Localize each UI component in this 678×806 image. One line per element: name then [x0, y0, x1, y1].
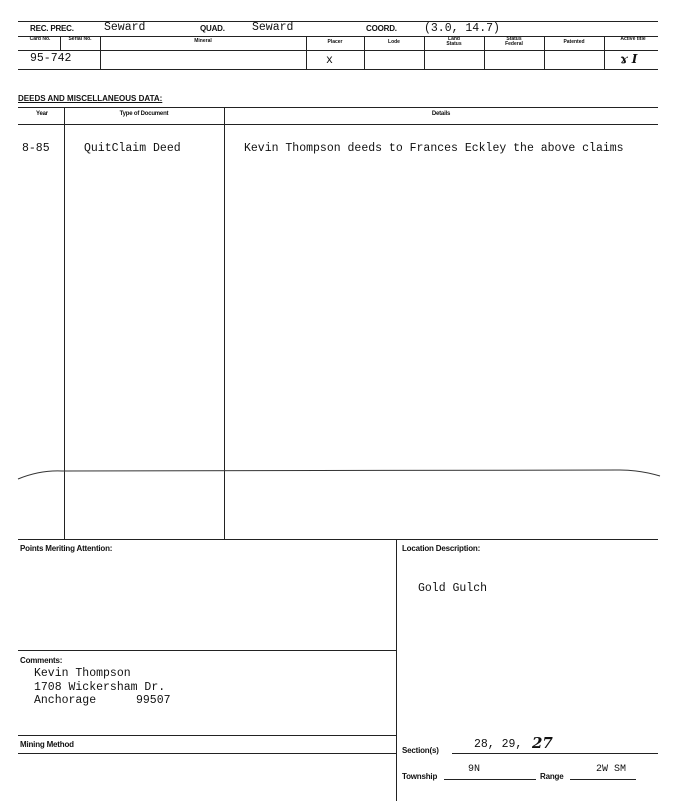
col-details: Details — [431, 111, 451, 117]
mining-method-label: Mining Method — [20, 740, 74, 749]
col-land-status: Land Status — [446, 36, 462, 47]
range-label: Range — [540, 772, 564, 781]
points-meriting-label: Points Meriting Attention: — [20, 544, 113, 553]
col-patented: Patented — [563, 39, 585, 45]
placer-mark: x — [326, 54, 333, 67]
col-serial-no: Serial No. — [68, 36, 92, 42]
deed-year: 8-85 — [22, 142, 50, 155]
location-value: Gold Gulch — [418, 582, 488, 595]
coord-label: COORD. — [366, 24, 397, 33]
township-label: Township — [402, 772, 438, 781]
active-title-mark: ɤ I — [620, 52, 638, 66]
sections-handwritten: 27 — [532, 734, 553, 752]
col-card-no: Card No. — [29, 36, 51, 42]
card-serial-value: 95-742 — [30, 52, 72, 65]
deed-type: QuitClaim Deed — [84, 142, 181, 155]
sections-label: Section(s) — [402, 746, 439, 755]
deeds-heading: DEEDS AND MISCELLANEOUS DATA: — [18, 94, 163, 103]
sections-typed: 28, 29, — [474, 738, 523, 751]
comments-zip: 99507 — [136, 694, 171, 707]
col-placer: Placer — [327, 39, 343, 45]
comments-label: Comments: — [20, 656, 63, 665]
quad-value: Seward — [252, 21, 294, 34]
col-year: Year — [36, 111, 48, 117]
page-overlap-line — [0, 460, 678, 490]
comments-line-2: 1708 Wickersham Dr. — [34, 681, 166, 694]
township-value: 9N — [468, 764, 481, 775]
col-active-title: Active title — [620, 36, 646, 42]
rec-prec-label: REC. PREC. — [30, 24, 74, 33]
col-mineral: Mineral — [194, 38, 212, 44]
comments-line-1: Kevin Thompson — [34, 667, 131, 680]
location-description-label: Location Description: — [402, 544, 481, 553]
col-type-of-document: Type of Document — [119, 111, 169, 117]
coord-value: (3.0, 14.7) — [424, 22, 500, 35]
col-lode: Lode — [388, 39, 400, 45]
range-value: 2W SM — [596, 764, 627, 775]
deed-details: Kevin Thompson deeds to Frances Eckley the above claims — [244, 142, 624, 155]
quad-label: QUAD. — [200, 24, 225, 33]
comments-city: Anchorage — [34, 694, 97, 707]
rec-prec-value: Seward — [104, 21, 146, 34]
col-status-federal: Status Federal — [505, 36, 523, 47]
